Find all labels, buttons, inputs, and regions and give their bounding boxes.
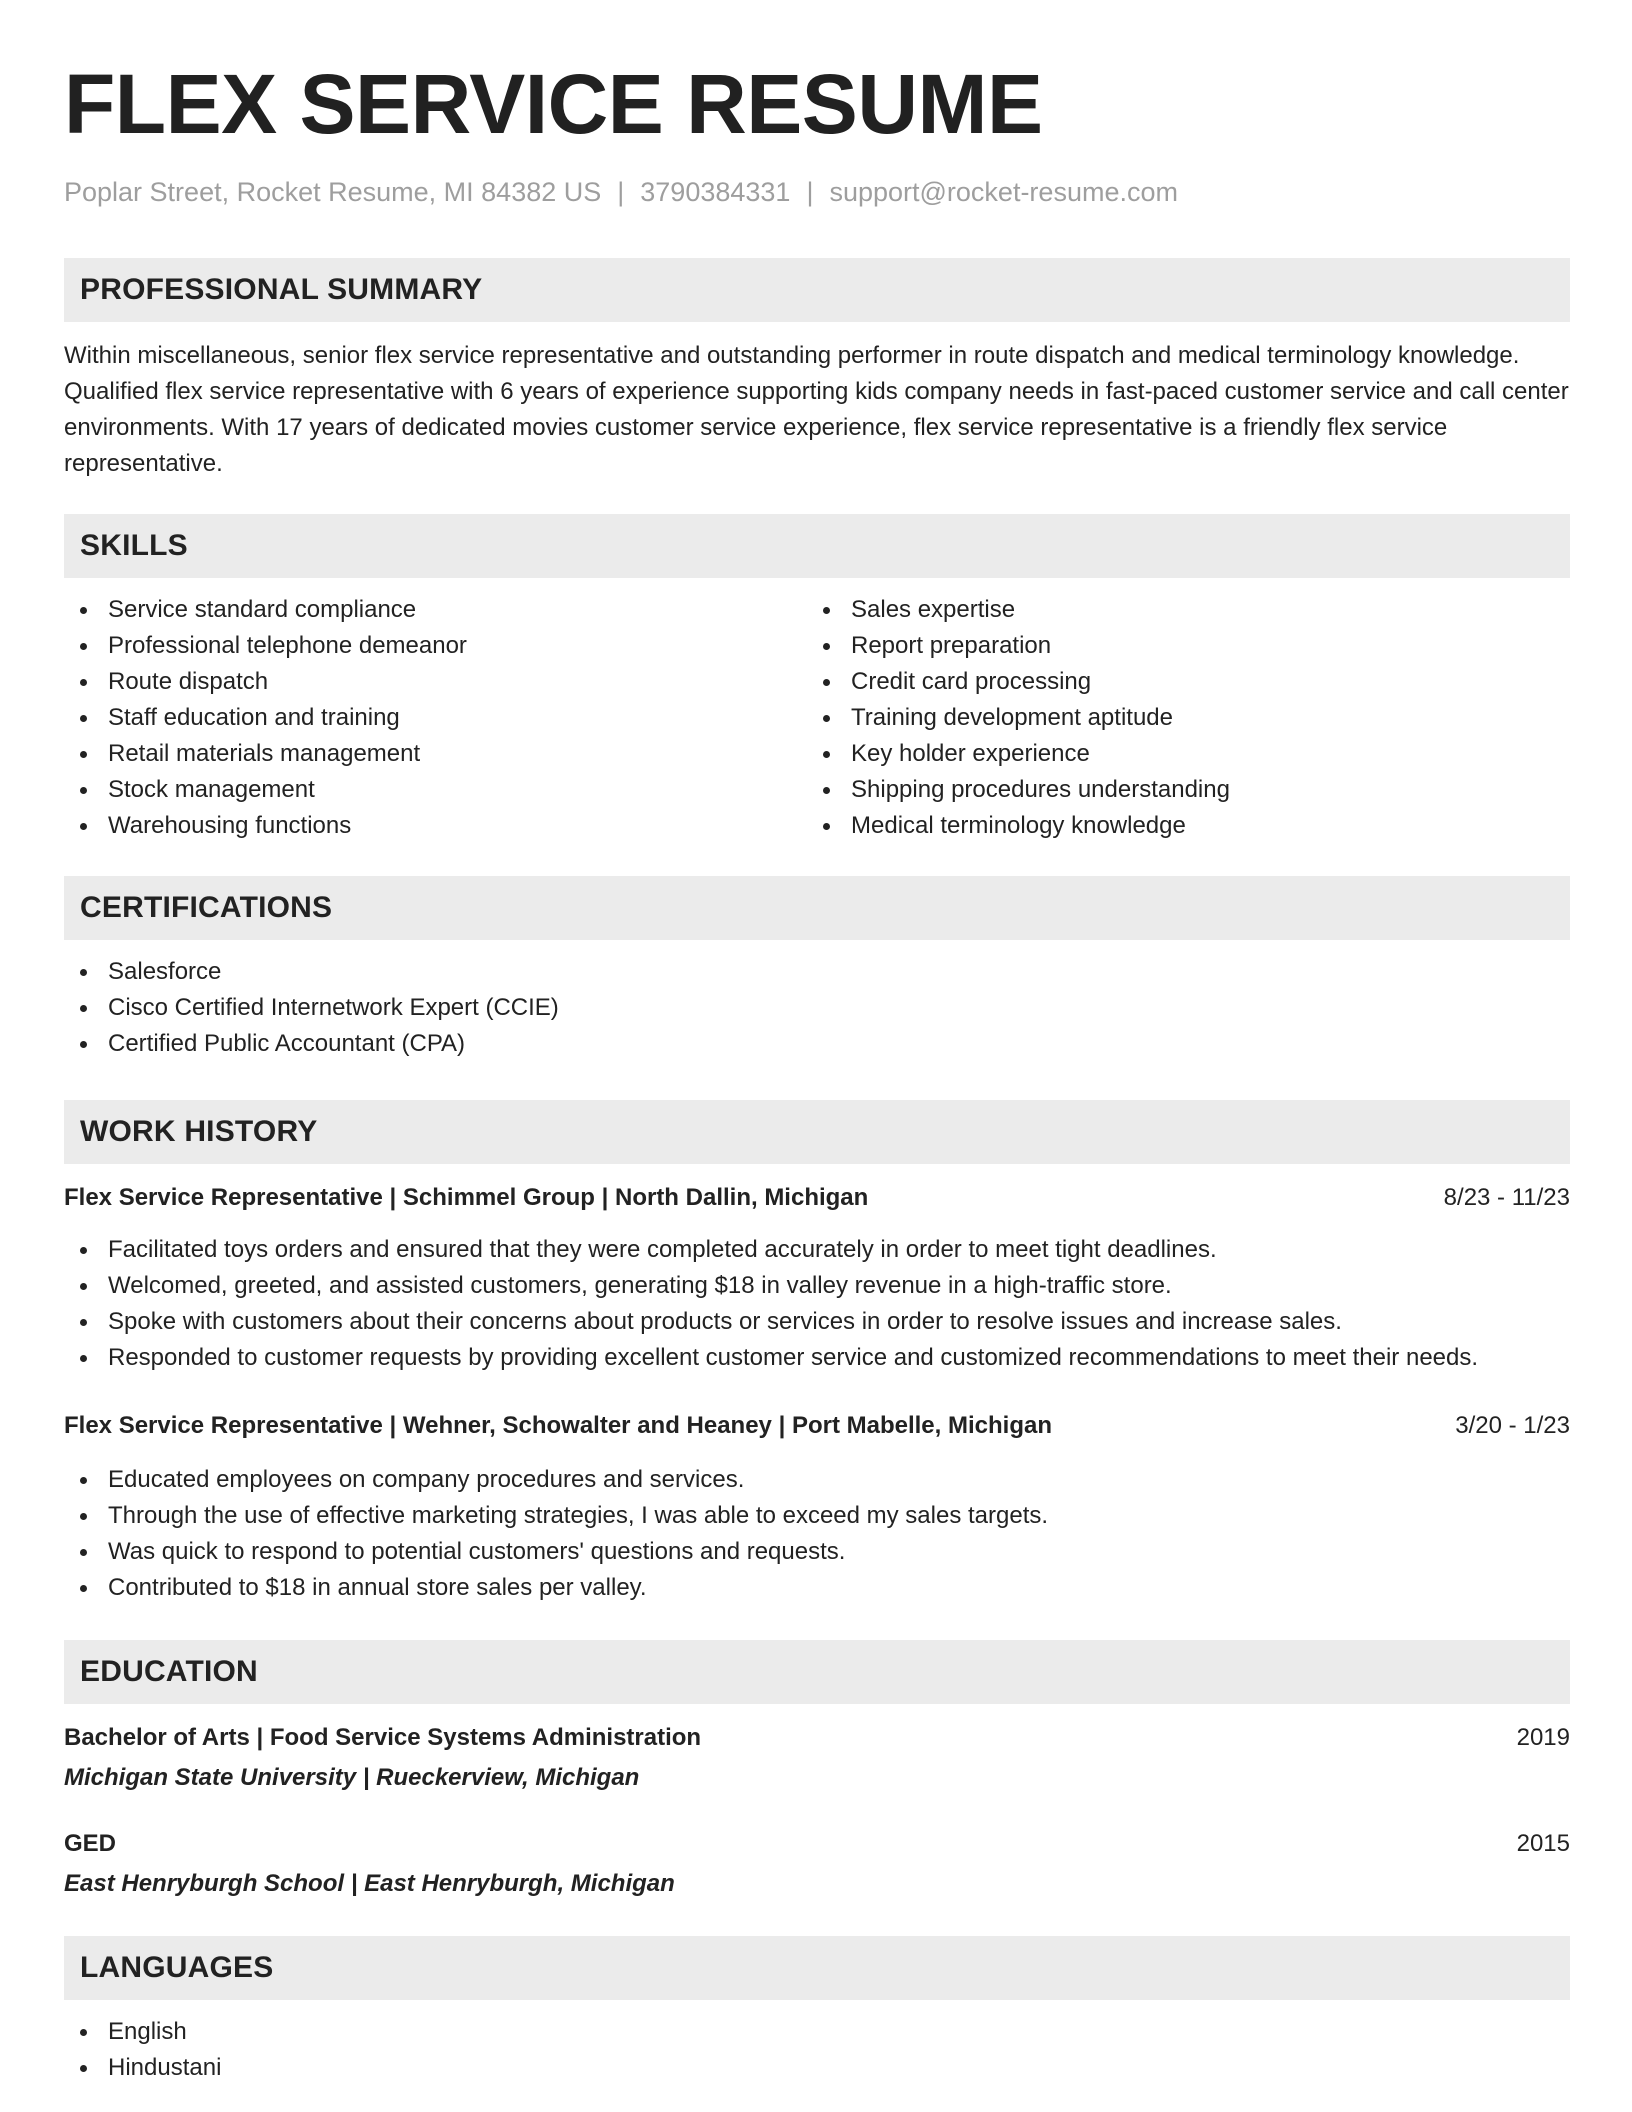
skill-item: Sales expertise: [807, 592, 1550, 628]
job-bullet: Through the use of effective marketing strategies, I was able to exceed my sales targets.: [64, 1498, 1570, 1534]
job-bullets: [64, 1462, 1570, 1606]
contact-address: Poplar Street, Rocket Resume, MI 84382 US: [64, 177, 602, 207]
skill-item: Professional telephone demeanor: [64, 628, 807, 664]
education-header: [64, 1720, 1570, 1756]
skills-list: [64, 592, 1570, 844]
skill-item: Key holder experience: [807, 736, 1550, 772]
job-bullet: Responded to customer requests by providing excellent customer service and customized recommendations to meet their needs.: [64, 1340, 1570, 1376]
education-degree: GED: [64, 1830, 117, 1857]
language-item: English: [64, 2014, 1570, 2050]
job-bullet: Contributed to $18 in annual store sales per valley.: [64, 1570, 1570, 1606]
job-bullet: Facilitated toys orders and ensured that they were completed accurately in order to meet tight deadlines.: [64, 1232, 1570, 1268]
skill-item: Route dispatch: [64, 664, 807, 700]
contact-separator: |: [806, 177, 814, 207]
resume-page: [64, 56, 1570, 2086]
job-bullets: [64, 1232, 1570, 1376]
job-bullet: Welcomed, greeted, and assisted customers, generating $18 in valley revenue in a high-traffic store.: [64, 1268, 1570, 1304]
work-history-heading: WORK HISTORY: [64, 1100, 1570, 1164]
certification-item: Cisco Certified Internetwork Expert (CCIE): [64, 990, 1570, 1026]
job-bullet: Spoke with customers about their concerns about products or services in order to resolve issues and increase sales.: [64, 1304, 1570, 1340]
job-entry: [64, 1408, 1570, 1606]
job-entry: [64, 1180, 1570, 1376]
job-dates: 8/23 - 11/23: [1443, 1184, 1570, 1211]
certifications-heading: CERTIFICATIONS: [64, 876, 1570, 940]
skill-item: Report preparation: [807, 628, 1550, 664]
job-header: [64, 1408, 1570, 1444]
skill-item: Staff education and training: [64, 700, 807, 736]
skill-item: Credit card processing: [807, 664, 1550, 700]
languages-list: [64, 2014, 1570, 2086]
education-entry: [64, 1720, 1570, 1796]
skill-item: Medical terminology knowledge: [807, 808, 1550, 844]
contact-phone[interactable]: 3790384331: [640, 177, 791, 207]
job-bullet: Was quick to respond to potential customers' questions and requests.: [64, 1534, 1570, 1570]
education-header: [64, 1826, 1570, 1862]
languages-heading: LANGUAGES: [64, 1936, 1570, 2000]
skills-heading: SKILLS: [64, 514, 1570, 578]
education-year: 2019: [1516, 1724, 1570, 1751]
summary-heading: PROFESSIONAL SUMMARY: [64, 258, 1570, 322]
skill-item: Warehousing functions: [64, 808, 807, 844]
education-entry: [64, 1826, 1570, 1902]
job-header: [64, 1180, 1570, 1216]
resume-title: FLEX SERVICE RESUME: [64, 57, 1043, 151]
skill-item: Shipping procedures understanding: [807, 772, 1550, 808]
skill-item: Stock management: [64, 772, 807, 808]
language-item: Hindustani: [64, 2050, 1570, 2086]
skills-left-column: [64, 592, 807, 844]
skills-right-column: [807, 592, 1550, 844]
job-dates: 3/20 - 1/23: [1455, 1412, 1570, 1439]
education-degree: Bachelor of Arts | Food Service Systems Administration: [64, 1724, 702, 1751]
skill-item: Retail materials management: [64, 736, 807, 772]
education-heading: EDUCATION: [64, 1640, 1570, 1704]
education-school: East Henryburgh School | East Henryburgh, Michigan: [64, 1870, 675, 1897]
contact-separator: |: [617, 177, 625, 207]
certification-item: Salesforce: [64, 954, 1570, 990]
job-bullet: Educated employees on company procedures and services.: [64, 1462, 1570, 1498]
skill-item: Service standard compliance: [64, 592, 807, 628]
summary-text: Within miscellaneous, senior flex service representative and outstanding performer in route dispatch and medical terminology knowledge. Qualified flex service representative with 6 years of experience supporting kids company needs in fast-paced customer service and call center environments. With 17 years of dedicated movies customer service experience, flex service representative is a friendly flex service representative.: [64, 342, 1569, 477]
job-title: Flex Service Representative | Schimmel Group | North Dallin, Michigan: [64, 1184, 869, 1211]
contact-line: [64, 174, 1570, 210]
certifications-list: [64, 954, 1570, 1062]
certification-item: Certified Public Accountant (CPA): [64, 1026, 1570, 1062]
education-year: 2015: [1516, 1830, 1570, 1857]
contact-email[interactable]: support@rocket-resume.com: [829, 177, 1178, 207]
skill-item: Training development aptitude: [807, 700, 1550, 736]
job-title: Flex Service Representative | Wehner, Schowalter and Heaney | Port Mabelle, Michigan: [64, 1412, 1052, 1439]
education-school: Michigan State University | Rueckerview, Michigan: [64, 1764, 640, 1791]
